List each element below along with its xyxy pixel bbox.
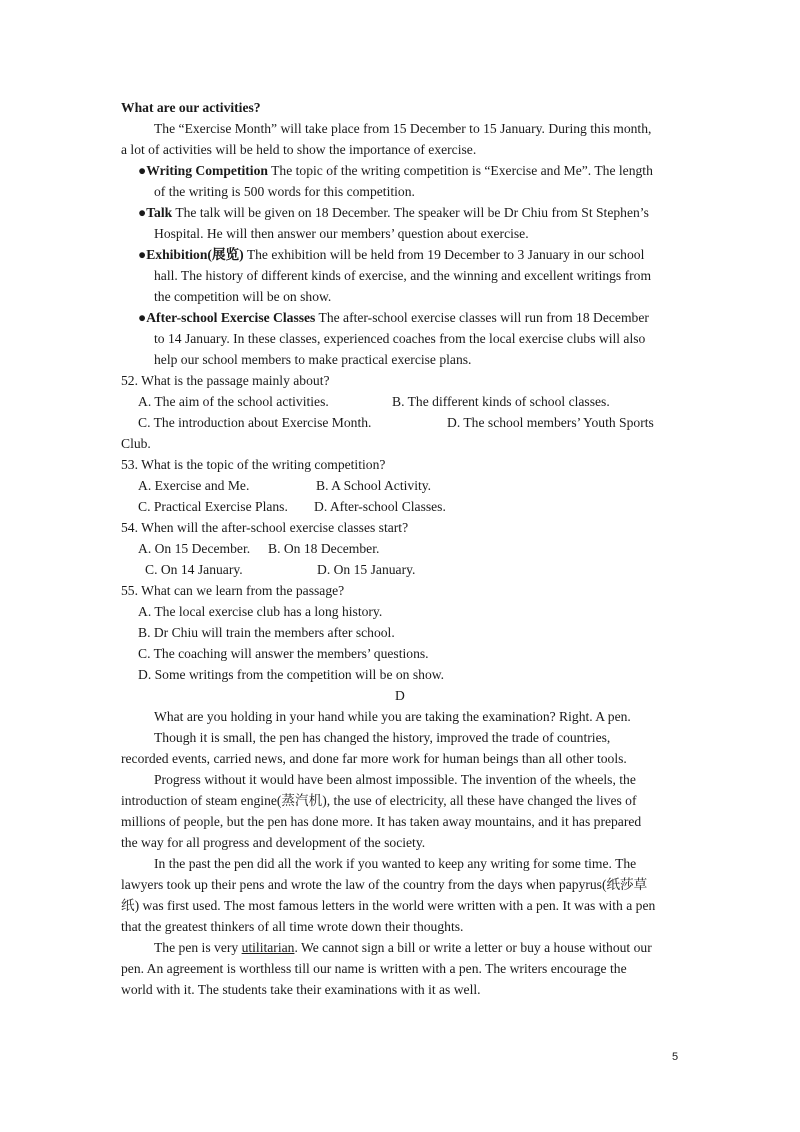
- option-52-b: B. The different kinds of school classes.: [392, 394, 610, 409]
- passage-line: that the greatest thinkers of all time wrote down their thoughts.: [121, 919, 464, 934]
- activity-item-exhibition: [138, 244, 644, 265]
- option-53-d: D. After-school Classes.: [314, 499, 446, 514]
- passage-line: introduction of steam engine(蒸汽机), the use of electricity, all these have changed the lives of: [121, 793, 637, 808]
- bullet-icon: ●: [138, 163, 147, 178]
- passage-text: . We cannot sign a bill or write a letter or buy a house without our: [294, 940, 652, 955]
- activity-item-writing-competition: [138, 160, 653, 181]
- activity-title: After-school Exercise Classes: [146, 310, 316, 325]
- passage-line: the way for all progress and development of the society.: [121, 835, 426, 850]
- passage-text: The pen is very: [154, 940, 242, 955]
- option-55-c: C. The coaching will answer the members’ questions.: [138, 646, 429, 661]
- activity-text: The talk will be given on 18 December. The speaker will be Dr Chiu from St Stephen’s: [172, 205, 649, 220]
- bullet-icon: ●: [138, 247, 147, 262]
- bullet-icon: ●: [138, 205, 147, 220]
- section-heading: What are our activities?: [121, 100, 261, 115]
- option-52-d-continued: Club.: [121, 436, 151, 451]
- question-52: 52. What is the passage mainly about?: [121, 373, 330, 388]
- activity-text: of the writing is 500 words for this competition.: [154, 184, 415, 199]
- underlined-word: utilitarian: [241, 940, 295, 955]
- activity-text: to 14 January. In these classes, experienced coaches from the local exercise clubs will also: [154, 331, 646, 346]
- passage-line: Progress without it would have been almost impossible. The invention of the wheels, the: [154, 772, 636, 787]
- activity-text: Hospital. He will then answer our members’ question about exercise.: [154, 226, 529, 241]
- intro-line: The “Exercise Month” will take place from 15 December to 15 January. During this month,: [154, 121, 652, 136]
- bullet-icon: ●: [138, 310, 147, 325]
- activity-text: The after-school exercise classes will run from 18 December: [315, 310, 649, 325]
- passage-line: In the past the pen did all the work if you wanted to keep any writing for some time. The: [154, 856, 637, 871]
- option-55-b: B. Dr Chiu will train the members after school.: [138, 625, 395, 640]
- intro-line: a lot of activities will be held to show the importance of exercise.: [121, 142, 477, 157]
- passage-line: world with it. The students take their examinations with it as well.: [121, 982, 481, 997]
- passage-line: 纸) was first used. The most famous letters in the world were written with a pen. It was with a pen: [121, 898, 656, 913]
- option-54-d: D. On 15 January.: [317, 562, 416, 577]
- question-55: 55. What can we learn from the passage?: [121, 583, 345, 598]
- option-53-c: C. Practical Exercise Plans.: [138, 499, 288, 514]
- passage-line: lawyers took up their pens and wrote the law of the country from the days when papyrus(纸莎草: [121, 877, 648, 892]
- activity-text: help our school members to make practical exercise plans.: [154, 352, 472, 367]
- option-52-d: D. The school members’ Youth Sports: [447, 415, 654, 430]
- activity-title: Writing Competition: [146, 163, 268, 178]
- activity-item-talk: [138, 202, 649, 223]
- option-55-d: D. Some writings from the competition will be on show.: [138, 667, 445, 682]
- activity-text: The topic of the writing competition is “Exercise and Me”. The length: [267, 163, 653, 178]
- passage-line: recorded events, carried news, and done far more work for human beings than all other tools.: [121, 751, 627, 766]
- passage-line: pen. An agreement is worthless till our name is written with a pen. The writers encourage the: [121, 961, 627, 976]
- activity-text: hall. The history of different kinds of exercise, and the winning and excellent writings from: [154, 268, 652, 283]
- option-54-c: C. On 14 January.: [145, 562, 243, 577]
- option-52-a: A. The aim of the school activities.: [138, 394, 329, 409]
- passage-line: Though it is small, the pen has changed the history, improved the trade of countries,: [154, 730, 611, 745]
- passage-line: millions of people, but the pen has done more. It has taken away mountains, and it has prepared: [121, 814, 642, 829]
- option-52-c: C. The introduction about Exercise Month.: [138, 415, 372, 430]
- section-label-d: D: [395, 688, 405, 703]
- option-54-a: A. On 15 December.: [138, 541, 251, 556]
- question-53: 53. What is the topic of the writing competition?: [121, 457, 386, 472]
- page-number: 5: [672, 1051, 679, 1063]
- question-54: 54. When will the after-school exercise classes start?: [121, 520, 409, 535]
- activity-title: Exhibition(展览): [146, 247, 244, 262]
- activity-text: The exhibition will be held from 19 December to 3 January in our school: [243, 247, 645, 262]
- activity-text: the competition will be on show.: [154, 289, 332, 304]
- option-53-b: B. A School Activity.: [316, 478, 432, 493]
- option-54-b: B. On 18 December.: [268, 541, 380, 556]
- activity-title: Talk: [146, 205, 173, 220]
- passage-line: What are you holding in your hand while you are taking the examination? Right. A pen.: [154, 709, 631, 724]
- activity-item-after-school-classes: [138, 307, 649, 328]
- passage-line: [154, 937, 652, 958]
- option-53-a: A. Exercise and Me.: [138, 478, 250, 493]
- option-55-a: A. The local exercise club has a long history.: [138, 604, 383, 619]
